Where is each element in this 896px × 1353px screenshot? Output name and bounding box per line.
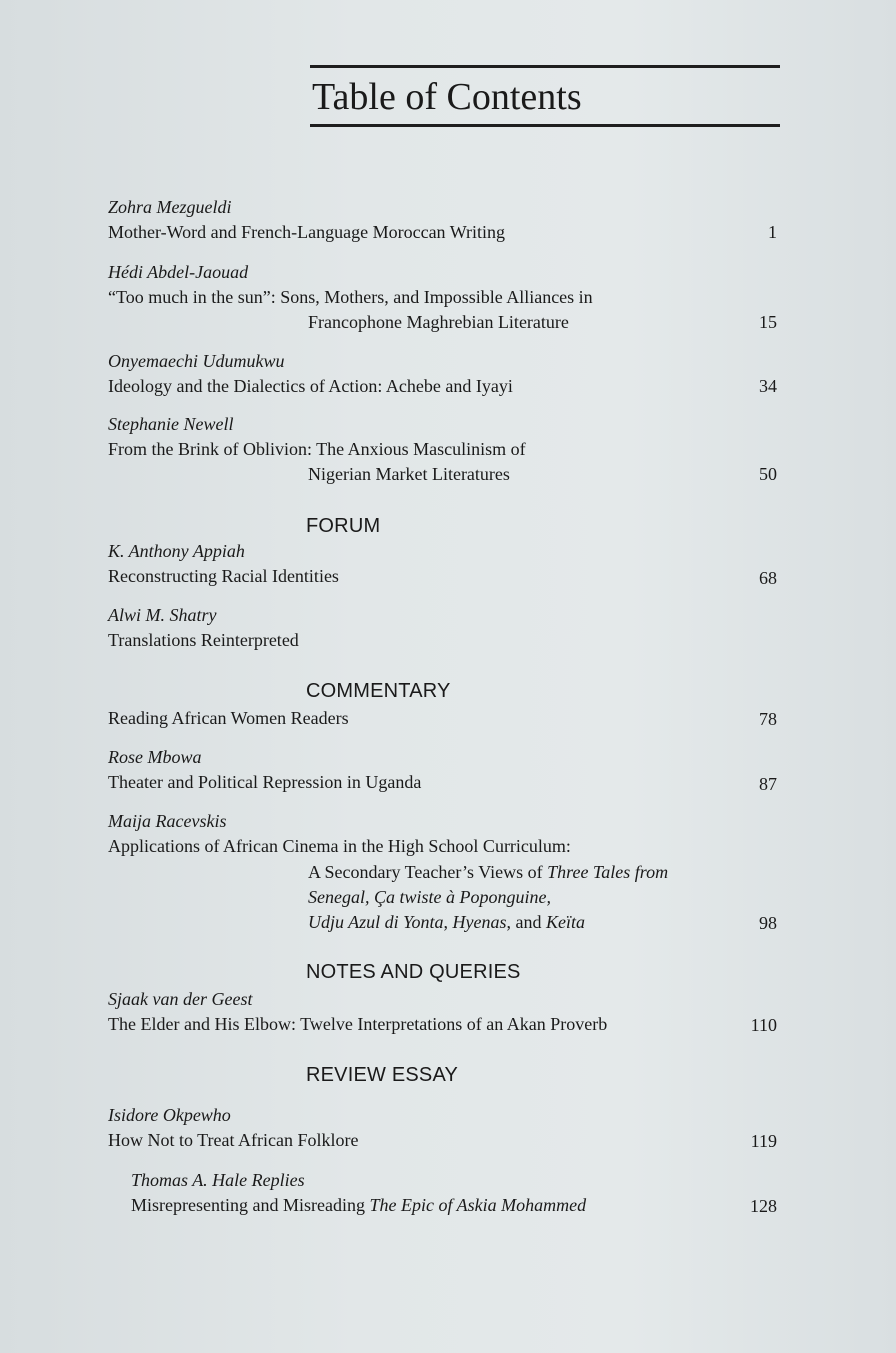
- title-text: A Secondary Teacher’s Views of: [308, 862, 548, 882]
- entry-page: 68: [759, 568, 777, 588]
- entry-title: [131, 1194, 586, 1216]
- entry-author: Zohra Mezgueldi: [108, 197, 232, 217]
- entry-author: Onyemaechi Udumukwu: [108, 351, 285, 371]
- entry-title-continuation: [308, 886, 551, 908]
- section-heading-notes: NOTES AND QUERIES: [306, 961, 521, 983]
- entry-author: Maija Racevskis: [108, 811, 227, 831]
- section-heading-commentary: COMMENTARY: [306, 680, 451, 702]
- entry-title: The Elder and His Elbow: Twelve Interpretations of an Akan Proverb: [108, 1014, 608, 1034]
- entry-title-continuation: Francophone Maghrebian Literature: [308, 312, 569, 332]
- entry-title: From the Brink of Oblivion: The Anxious Masculinism of: [108, 439, 526, 459]
- entry-author: Alwi M. Shatry: [108, 605, 217, 625]
- title-text: , and: [506, 912, 547, 932]
- section-heading-review: REVIEW ESSAY: [306, 1064, 459, 1086]
- entry-page: 98: [759, 913, 777, 933]
- entry-page: 34: [759, 376, 777, 396]
- section-heading-forum: FORUM: [306, 515, 381, 537]
- film-title: Keïta: [546, 912, 586, 932]
- film-title: Hyenas: [452, 912, 507, 932]
- title-text: ,: [443, 912, 453, 932]
- entry-title-continuation: Nigerian Market Literatures: [308, 464, 510, 484]
- entry-author: Thomas A. Hale Replies: [131, 1170, 305, 1190]
- entry-page: 78: [759, 709, 777, 729]
- entry-author: Rose Mbowa: [108, 747, 202, 767]
- film-title: Three Tales from: [547, 862, 669, 882]
- entry-author: Sjaak van der Geest: [108, 989, 253, 1009]
- entry-author: K. Anthony Appiah: [108, 541, 245, 561]
- entry-page: 87: [759, 774, 777, 794]
- entry-page: 15: [759, 312, 777, 332]
- entry-title: Reading African Women Readers: [108, 708, 349, 728]
- entry-page: 128: [750, 1196, 777, 1216]
- entry-title: Reconstructing Racial Identities: [108, 566, 339, 586]
- entry-page: 110: [750, 1015, 777, 1035]
- entry-author: Hédi Abdel-Jaouad: [108, 262, 249, 282]
- title-bottom-rule: [310, 124, 780, 127]
- entry-title-continuation: [308, 911, 585, 933]
- page-title: Table of Contents: [312, 76, 582, 118]
- entry-title-continuation: [308, 861, 668, 883]
- film-title: Senegal, Ça twiste à Poponguine,: [308, 887, 551, 907]
- entry-page: 1: [768, 222, 777, 242]
- entry-author: Stephanie Newell: [108, 414, 234, 434]
- title-text: Misrepresenting and Misreading: [131, 1195, 370, 1215]
- entry-page: 119: [750, 1131, 777, 1151]
- film-title: Udju Azul di Yonta: [308, 912, 444, 932]
- entry-title: Mother-Word and French-Language Moroccan Writing: [108, 222, 506, 242]
- entry-title: “Too much in the sun”: Sons, Mothers, and Impossible Alliances in: [108, 287, 593, 307]
- entry-title: How Not to Treat African Folklore: [108, 1130, 359, 1150]
- entry-author: Isidore Okpewho: [108, 1105, 231, 1125]
- entry-page: 50: [759, 464, 777, 484]
- title-top-rule: [310, 65, 780, 68]
- entry-title: Ideology and the Dialectics of Action: Achebe and Iyayi: [108, 376, 513, 396]
- entry-title: Applications of African Cinema in the High School Curriculum:: [108, 836, 571, 856]
- entry-title: Theater and Political Repression in Uganda: [108, 772, 422, 792]
- book-title: The Epic of Askia Mohammed: [369, 1195, 587, 1215]
- entry-title: Translations Reinterpreted: [108, 630, 299, 650]
